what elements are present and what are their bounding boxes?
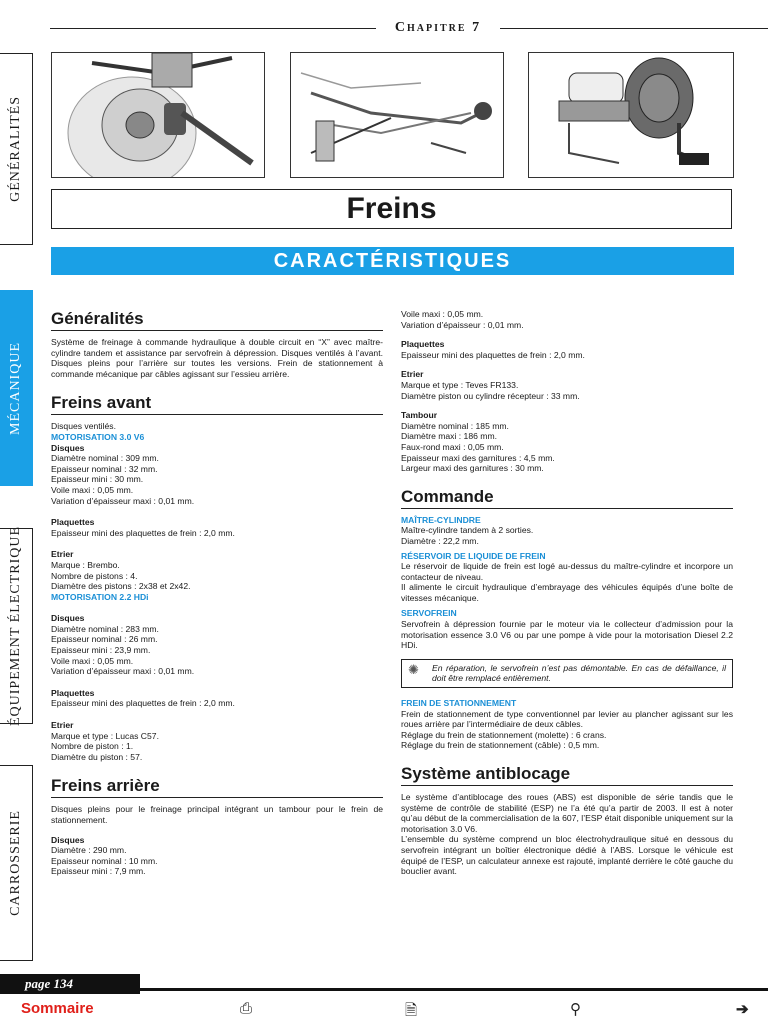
spec-line: Epaisseur mini : 30 mm. <box>51 474 144 485</box>
spec-line: Epaisseur nominal : 26 mm. <box>51 634 158 645</box>
spec-line: Voile maxi : 0,05 mm. <box>51 655 134 666</box>
chapter-label: Chapitre 7 <box>376 20 500 36</box>
spec-line: Epaisseur nominal : 10 mm. <box>51 855 158 866</box>
note-text: En réparation, le servofrein n’est pas démontable. En cas de défaillance, il doit être remplacé entièrement. <box>432 662 726 684</box>
sommaire-link[interactable]: Sommaire <box>21 1000 94 1017</box>
heading-generalites: Généralités <box>51 309 383 331</box>
left-column <box>51 309 383 877</box>
tab-equipement-electrique[interactable] <box>0 528 33 724</box>
tab-generalites[interactable] <box>0 53 33 245</box>
lightbulb-icon: ✺ <box>408 661 419 677</box>
spec-line: Voile maxi : 0,05 mm. <box>401 309 484 319</box>
master-cylinder-illustration <box>529 53 733 177</box>
spec-line: Epaisseur mini des plaquettes de frein : 2,0 mm. <box>51 698 235 709</box>
page-number: page 134 <box>25 976 74 991</box>
spec-line: Diamètre des pistons : 2x38 et 2x42. <box>51 581 191 592</box>
master-cylinder-photo <box>528 52 734 178</box>
etrier-arriere-title: Etrier <box>401 369 424 380</box>
reservoir-text: Il alimente le circuit hydraulique d’embrayage des véhicules équipés d’une boîte de vitesses mécanique. <box>401 582 733 603</box>
spec-line: Diamètre nominal : 309 mm. <box>51 453 159 464</box>
spec-line: Voile maxi : 0,05 mm. <box>51 484 134 495</box>
tab-carrosserie[interactable] <box>0 765 33 961</box>
title-box <box>51 189 732 229</box>
motorisation-hdi-label: MOTORISATION 2.2 HDi <box>51 591 149 602</box>
spec-line: Marque et type : Lucas C57. <box>51 730 159 741</box>
stationnement-text: Réglage du frein de stationnement (molette) : 6 crans. <box>401 729 607 740</box>
maitre-cylindre-label: MAÎTRE-CYLINDRE <box>401 514 481 525</box>
spec-line: Epaisseur mini : 23,9 mm. <box>51 645 151 656</box>
spec-line: Maître-cylindre tandem à 2 sorties. <box>401 525 534 536</box>
reservoir-label: RÉSERVOIR DE LIQUIDE DE FREIN <box>401 550 546 561</box>
disques-v6-title: Disques <box>51 442 85 453</box>
tab-mecanique-label: MÉCANIQUE <box>8 341 23 435</box>
stationnement-text: Frein de stationnement de type conventionnel par levier au plancher agissant sur les roues arrière par l’intermédiaire de deux câbles. <box>401 708 733 730</box>
spec-line: Diamètre piston ou cylindre récepteur : 33 mm. <box>401 390 580 401</box>
parking-brake-photo <box>290 52 504 178</box>
etrier-hdi-title: Etrier <box>51 720 74 731</box>
spec-line: Diamètre nominal : 185 mm. <box>401 420 509 431</box>
tab-mecanique[interactable] <box>0 290 33 486</box>
spec-line: Variation d’épaisseur maxi : 0,01 mm. <box>51 666 195 677</box>
spec-line: Variation d’épaisseur maxi : 0,01 mm. <box>51 495 195 506</box>
avant-intro: Disques ventilés. <box>51 421 116 432</box>
spec-line: Marque et type : Teves FR133. <box>401 379 519 390</box>
right-column <box>401 309 733 877</box>
printer-icon[interactable]: ⎙ <box>240 1000 253 1017</box>
servofrein-label: SERVOFREIN <box>401 608 457 619</box>
heading-freins-arriere: Freins arrière <box>51 776 383 798</box>
document-search-icon[interactable]: 🗎 <box>405 1002 418 1019</box>
parking-brake-illustration <box>291 53 503 177</box>
spec-line: Diamètre du piston : 57. <box>51 751 143 762</box>
generalites-text: Système de freinage à commande hydraulique à double circuit en “X” avec maître-cylindre tandem et assistance par servofrein à dépression. Disques ventilés à l’avant. Disques pleins pour l’arrière sur toutes les versions. Frein de stationnement à commande mécanique par câbles agissant sur l’essieu arrière. <box>51 337 383 379</box>
page-number-bar <box>0 974 142 994</box>
frein-stationnement-label: FREIN DE STATIONNEMENT <box>401 698 517 709</box>
spec-line: Variation d’épaisseur : 0,01 mm. <box>401 319 524 330</box>
disques-hdi-title: Disques <box>51 613 85 624</box>
spec-line: Diamètre nominal : 283 mm. <box>51 623 159 634</box>
binoculars-icon[interactable]: ⚲ <box>570 1001 581 1018</box>
spec-line: Marque : Brembo. <box>51 559 120 570</box>
plaquettes-hdi-title: Plaquettes <box>51 687 95 698</box>
etrier-v6-title: Etrier <box>51 549 74 560</box>
front-brake-illustration <box>52 53 264 177</box>
note-box <box>401 659 733 688</box>
front-brake-photo <box>51 52 265 178</box>
spec-line: Largeur maxi des garnitures : 30 mm. <box>401 463 544 474</box>
spec-line: Epaisseur mini des plaquettes de frein : 2,0 mm. <box>51 527 235 538</box>
arriere-intro: Disques pleins pour le freinage principal intégrant un tambour pour le frein de stationnement. <box>51 804 383 825</box>
reservoir-text: Le réservoir de liquide de frein est logé au-dessus du maître-cylindre et incorpore un contacteur de niveau. <box>401 561 733 582</box>
disques-arriere-title: Disques <box>51 834 85 845</box>
spec-line: Nombre de piston : 1. <box>51 741 134 752</box>
chapter-header <box>50 20 768 36</box>
arrow-right-icon[interactable]: ➔ <box>736 1001 749 1018</box>
tambour-title: Tambour <box>401 410 438 421</box>
abs-paragraph-1: Le système d’antiblocage des roues (ABS) est disponible de série tandis que le système de contrôle de stabilité (ESP) ne l’a été qu’a partir de 2003. Il est à noter qu’au début de la commercialisation de la 607, l’ESP était disponible uniquement sur la motorisation 3.0 V6. <box>401 792 733 834</box>
heading-freins-avant: Freins avant <box>51 393 383 415</box>
spec-line: Diamètre : 22,2 mm. <box>401 535 479 546</box>
page-title: Freins <box>346 192 437 225</box>
plaquettes-v6-title: Plaquettes <box>51 517 95 528</box>
motorisation-v6-label: MOTORISATION 3.0 V6 <box>51 431 145 442</box>
spec-line: Diamètre : 290 mm. <box>51 845 127 856</box>
section-banner: CARACTÉRISTIQUES <box>51 247 734 275</box>
heading-commande: Commande <box>401 487 733 509</box>
spec-line: Nombre de pistons : 4. <box>51 570 138 581</box>
spec-line: Diamètre maxi : 186 mm. <box>401 431 497 442</box>
tab-equipement-label: ÉQUIPEMENT ÉLECTRIQUE <box>8 526 23 726</box>
spec-line: Epaisseur mini des plaquettes de frein : 2,0 mm. <box>401 349 585 360</box>
stationnement-text: Réglage du frein de stationnement (câble) : 0,5 mm. <box>401 740 600 751</box>
footer-rule <box>140 988 768 991</box>
spec-line: Epaisseur mini : 7,9 mm. <box>51 866 146 877</box>
tab-generalites-label: GÉNÉRALITÉS <box>8 96 23 202</box>
spec-line: Epaisseur nominal : 32 mm. <box>51 463 158 474</box>
plaquettes-arriere-title: Plaquettes <box>401 339 445 350</box>
servofrein-text: Servofrein à dépression fournie par le moteur via le collecteur d’admission pour la motorisation essence 3.0 V6 ou par une pompe à vide pour la motorisation Diesel 2.2 HDi. <box>401 619 733 651</box>
spec-line: Faux-rond maxi : 0,05 mm. <box>401 441 504 452</box>
abs-paragraph-2: L’ensemble du système comprend un bloc électrohydraulique situé en dessous du servofrein intégrant un boîtier électronique dédié à l’ABS. Lorsque le véhicule est équipé de l’ESP, un calculateur annexe est rajouté, implanté derrière le côté gauche du bouclier avant. <box>401 834 733 877</box>
tab-carrosserie-label: CARROSSERIE <box>8 810 23 916</box>
spec-line: Epaisseur maxi des garnitures : 4,5 mm. <box>401 452 555 463</box>
heading-systeme-antiblocage: Système antiblocage <box>401 764 733 786</box>
